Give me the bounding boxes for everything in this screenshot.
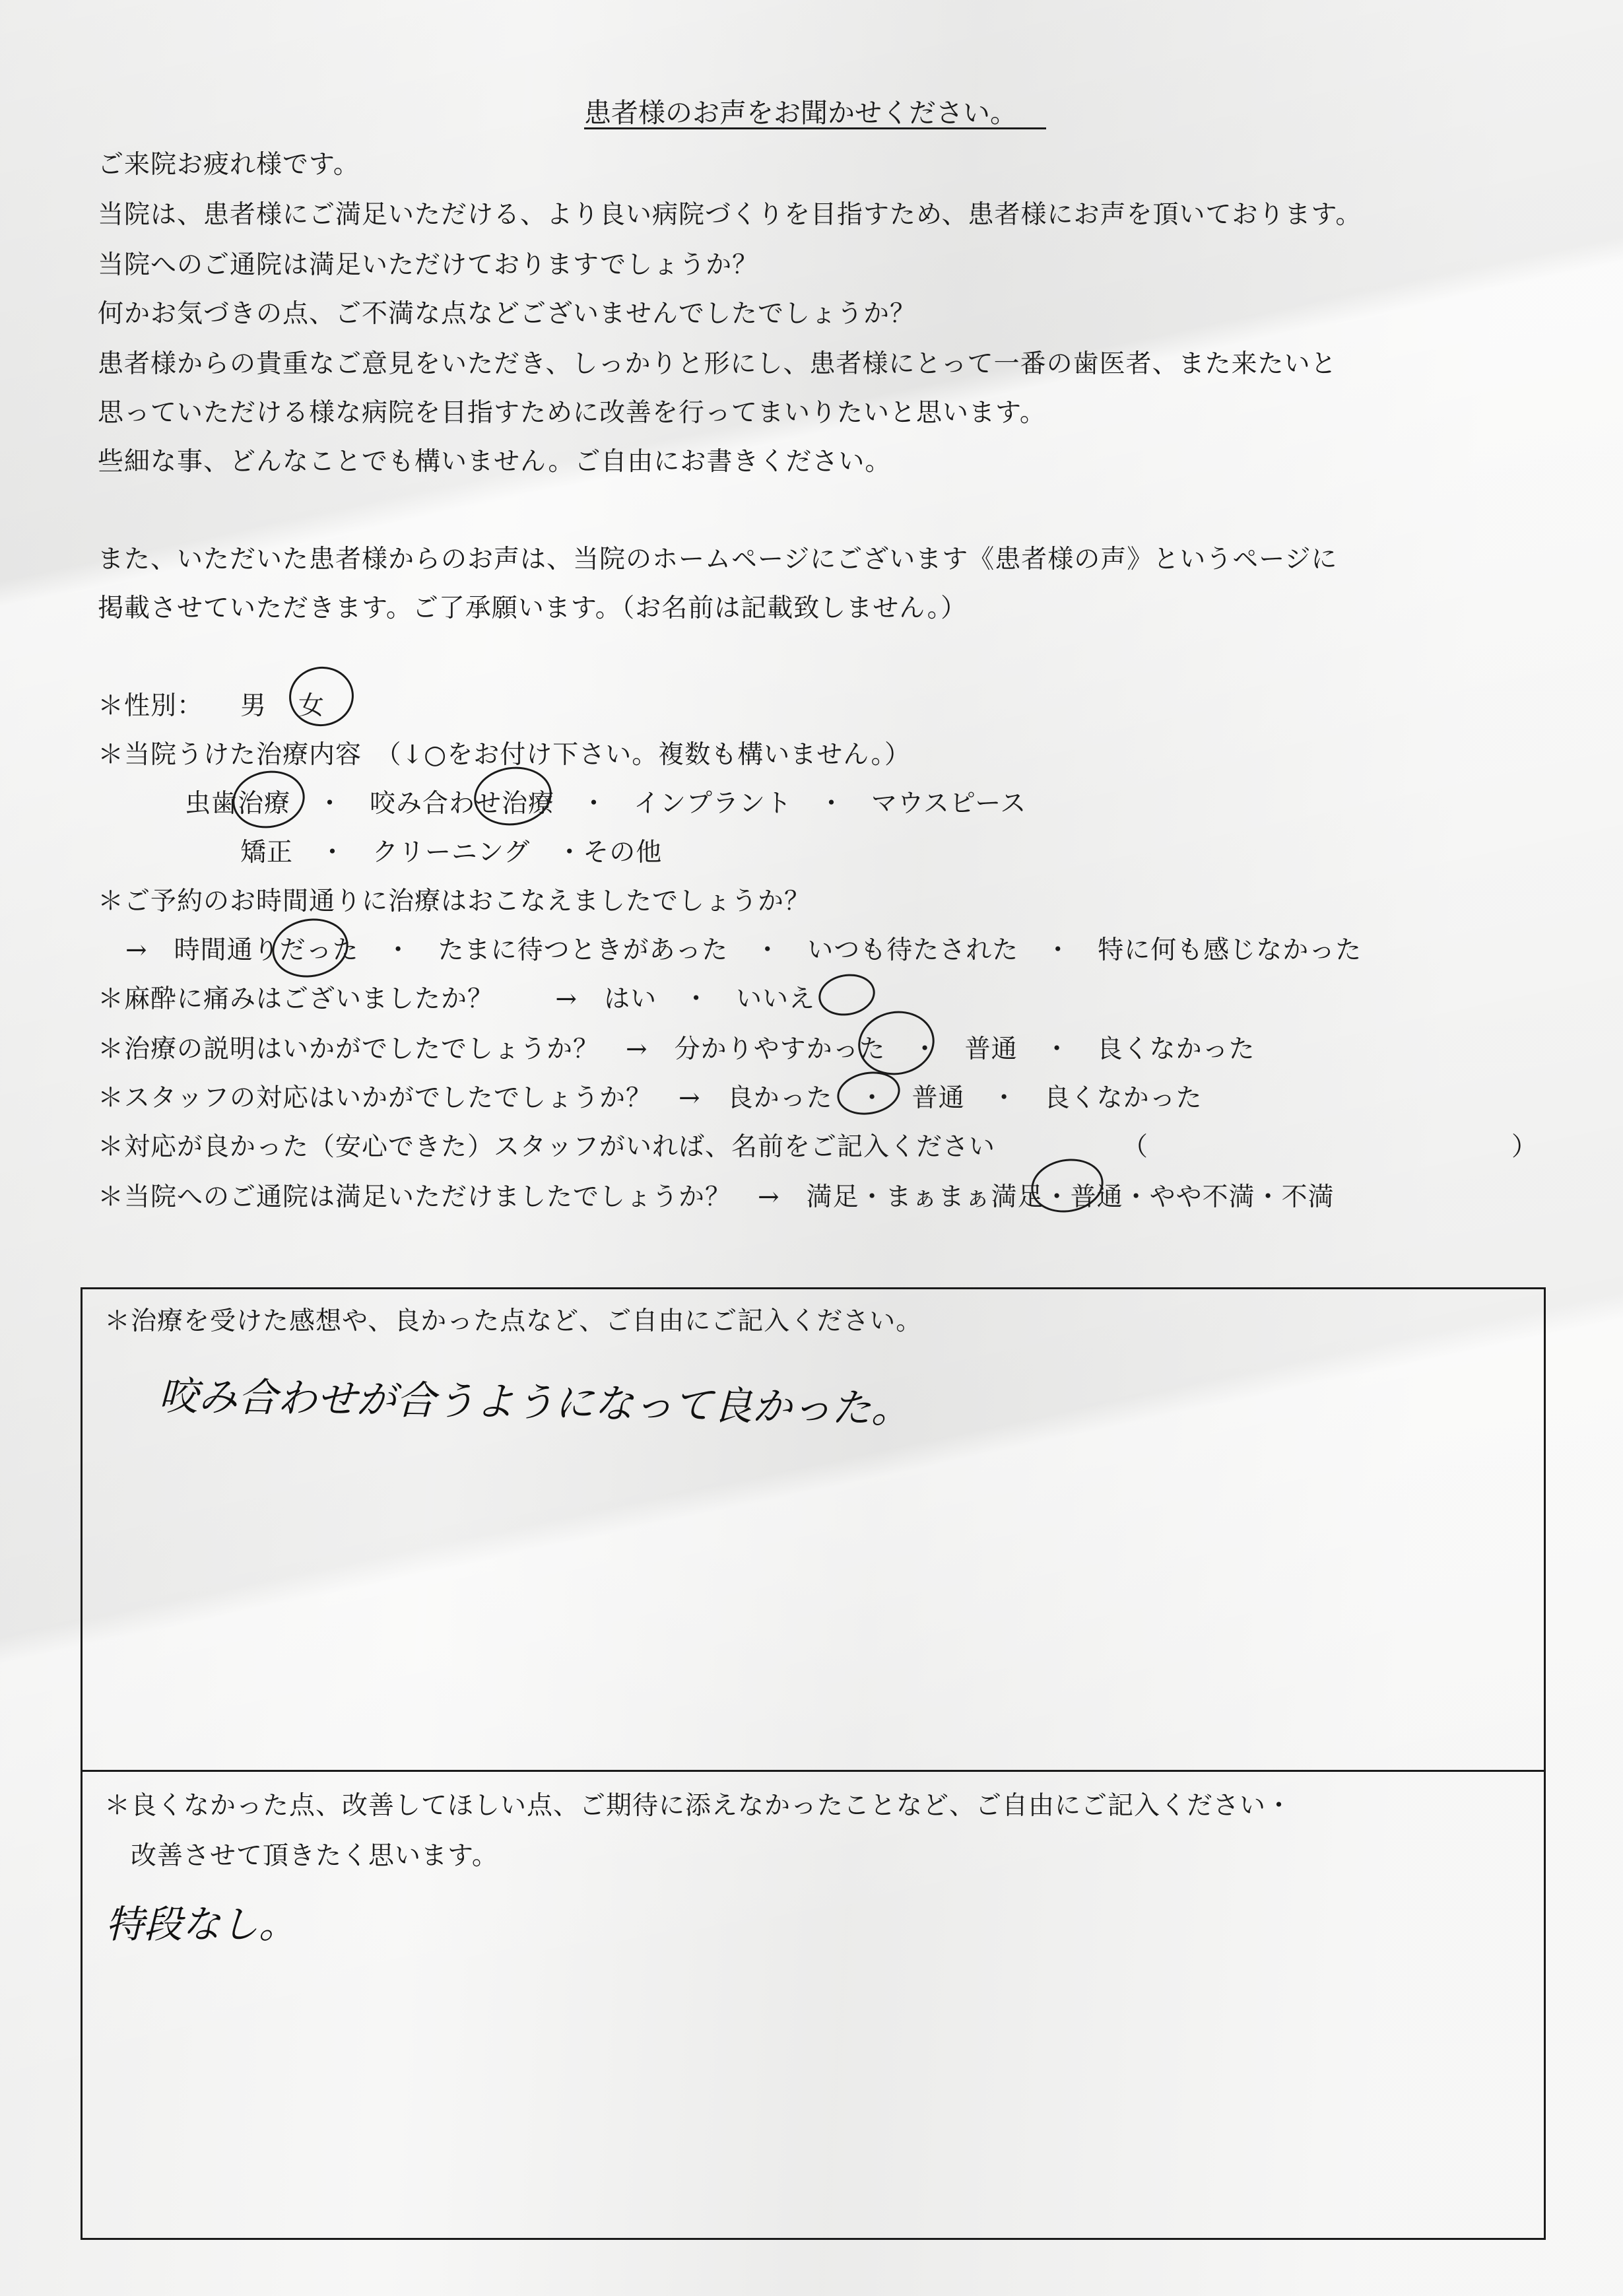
comment-box-improve-label-2: 改善させて頂きたく思います。 — [131, 1841, 498, 1871]
intro-line-6: 思っていただける様な病院を目指すために改善を行ってまいりたいと思います。 — [98, 398, 1046, 428]
treatment-bite-circle — [470, 762, 555, 830]
schedule-label: ＊ご予約のお時間通りに治療はおこなえましたでしょうか？ — [98, 887, 811, 916]
intro-line-1: ご来院お疲れ様です。 — [98, 150, 360, 180]
page-title: 患者様のお声をお聞かせください。 — [584, 97, 1017, 129]
treatment-cavity-circle — [228, 765, 309, 834]
staff-name-field[interactable] — [1148, 1131, 1505, 1163]
treatment-options-row-1[interactable]: 虫歯治療 ・ 咬み合わせ治療 ・ インプラント ・ マウスピース — [185, 789, 1027, 819]
gender-female-circle — [285, 663, 358, 731]
comment-box-good-label: ＊治療を受けた感想や、良かった点など、ご自由にご記入ください。 — [104, 1306, 923, 1336]
treatment-options-row-2[interactable]: 矯正 ・ クリーニング ・その他 — [240, 838, 663, 867]
staff-question[interactable]: ＊スタッフの対応はいかがでしたでしょうか？ → 良かった ・ 普通 ・ 良くなかった — [98, 1083, 1203, 1113]
gender-male-option[interactable]: 男 — [240, 691, 267, 721]
anesthesia-question[interactable]: ＊麻酔に痛みはございましたか？ → はい ・ いいえ — [98, 984, 816, 1014]
intro-line-2: 当院は、患者様にご満足いただける、より良い病院づくりを目指すため、患者様にお声を頂いております。 — [98, 200, 1362, 230]
comment-box-improve-label-1: ＊良くなかった点、改善してほしい点、ご期待に添えなかったことなど、ご自由にご記入ください・ — [104, 1791, 1293, 1821]
explanation-question[interactable]: ＊治療の説明はいかがでしたでしょうか？ → 分かりやすかった ・ 普通 ・ 良くなかった — [98, 1034, 1255, 1064]
staff-name-label: ＊対応が良かった（安心できた）スタッフがいれば、名前をご記入ください — [98, 1132, 996, 1162]
intro-line-4: 何かお気づきの点、ご不満な点などございませんでしたでしょうか？ — [98, 299, 917, 329]
staff-name-open-paren: （ — [1122, 1132, 1148, 1162]
publish-line-2: 掲載させていただきます。ご了承願います。（お名前は記載致しません。） — [98, 593, 968, 623]
comment-box-improve-answer: 特段なし。 — [106, 1902, 298, 1947]
intro-line-3: 当院へのご通院は満足いただけておりますでしょうか？ — [98, 250, 759, 280]
schedule-on-time-circle — [267, 913, 353, 984]
gender-female-option[interactable]: 女 — [298, 691, 325, 721]
satisfaction-question[interactable]: ＊当院へのご通院は満足いただけましたでしょうか？ → 満足・まぁまぁ満足・普通・やや不満・不満 — [98, 1182, 1335, 1212]
title-underline — [584, 127, 1046, 129]
schedule-options[interactable]: → 時間通りだった ・ たまに待つときがあった ・ いつも待たされた ・ 特に何も感じなかった — [125, 935, 1362, 965]
staff-name-close-paren: ） — [1511, 1132, 1538, 1162]
comment-box-good-answer: 咬み合わせが合うようになって良かった。 — [158, 1373, 911, 1433]
intro-line-7: 些細な事、どんなことでも構いません。ご自由にお書きください。 — [98, 447, 892, 477]
gender-label: ＊性別： — [98, 691, 204, 721]
explanation-clear-circle — [853, 1005, 940, 1081]
treatment-label: ＊当院うけた治療内容 （↓○をお付け下さい。複数も構いません。） — [98, 740, 911, 770]
comment-box-good[interactable] — [81, 1287, 1546, 1772]
intro-line-5: 患者様からの貴重なご意見をいただき、しっかりと形にし、患者様にとって一番の歯医者、また来たいと — [98, 349, 1337, 379]
anesthesia-no-circle — [815, 970, 878, 1020]
publish-line-1: また、いただいた患者様からのお声は、当院のホームページにございます《患者様の声》というページに — [98, 545, 1338, 574]
